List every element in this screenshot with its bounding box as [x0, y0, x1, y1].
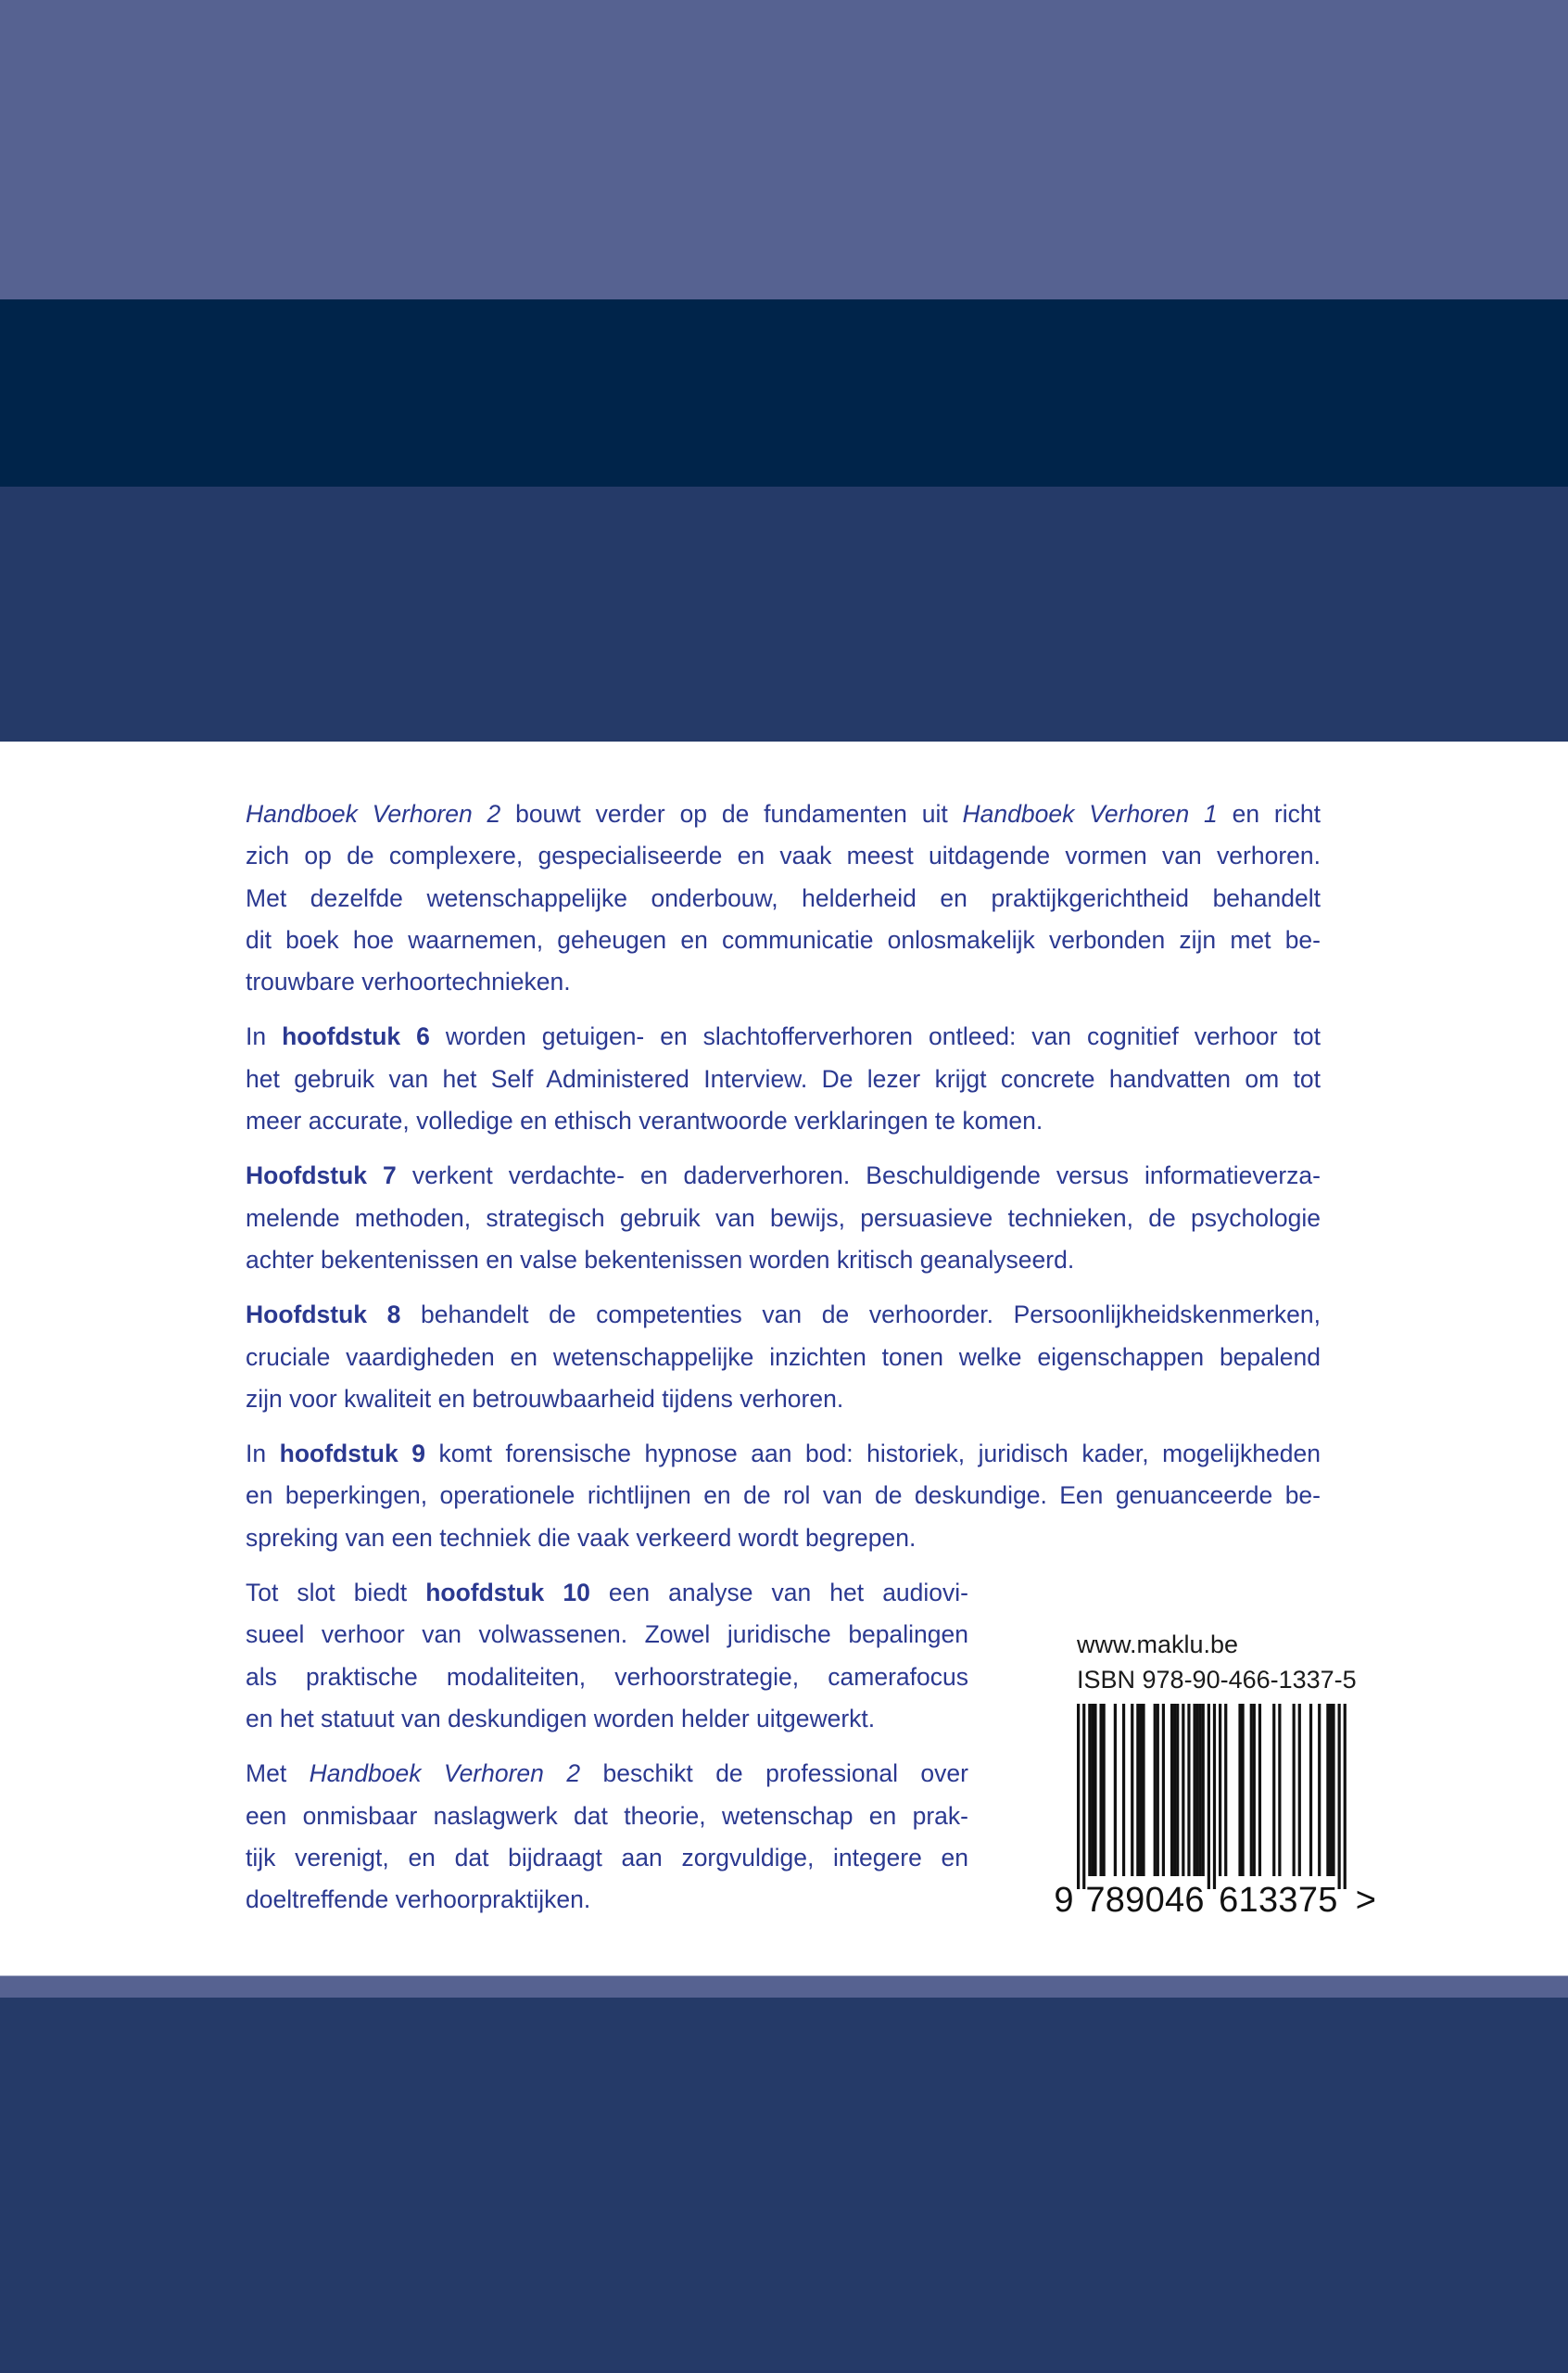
barcode-bar [1202, 1704, 1205, 1876]
barcode-digit: 6 [1184, 1881, 1205, 1920]
paragraph [246, 1016, 1321, 1142]
text-run: verkent verdachte- en daderverhoren. Beschuldigende versus informatieverza- [396, 1161, 1321, 1190]
barcode-bar [1082, 1704, 1085, 1889]
isbn-barcode [1047, 1702, 1381, 1924]
text-run: trouwbare verhoortechnieken. [246, 968, 571, 996]
barcode-digit: 3 [1278, 1881, 1298, 1920]
bottom-color-band [0, 1998, 1568, 2373]
text-line [246, 961, 1321, 1003]
paragraph [246, 1572, 968, 1740]
text-line [246, 1517, 1321, 1559]
text-run: Met dezelfde wetenschappelijke onderbouw, helderheid en praktijkgerichtheid behandelt [246, 883, 1321, 912]
barcode-bar [1131, 1704, 1133, 1876]
text-line [246, 1475, 1321, 1516]
italic-title: Handboek Verhoren 2 [246, 800, 501, 828]
publisher-info [1077, 1627, 1357, 1697]
barcode-bar [1154, 1704, 1157, 1876]
text-run: achter bekentenissen en valse bekentenissen worden kritisch geanalyseerd. [246, 1245, 1075, 1274]
text-line [246, 1239, 1321, 1281]
text-line [246, 1433, 1321, 1475]
text-run: behandelt de competenties van de verhoorder. Persoonlijkheidskenmerken, [400, 1301, 1321, 1329]
barcode-bar [1338, 1704, 1341, 1889]
text-run: cruciale vaardigheden en wetenschappelijke inzichten tonen welke eigenschappen bepalend [246, 1342, 1321, 1371]
text-run: bouwt verder op de fundamenten uit [500, 800, 963, 828]
barcode-bar [1298, 1704, 1301, 1876]
bold-text: hoofdstuk 10 [425, 1579, 590, 1607]
barcode-bar [1187, 1704, 1190, 1876]
barcode-bar [1193, 1704, 1195, 1876]
barcode-bar [1213, 1704, 1216, 1889]
barcode-bar [1219, 1704, 1221, 1876]
bold-text: Hoofdstuk 8 [246, 1301, 401, 1329]
barcode-digit: 7 [1085, 1881, 1106, 1920]
barcode-bar [1170, 1704, 1173, 1876]
text-run: meer accurate, volledige en ethisch verantwoorde verklaringen te komen. [246, 1107, 1043, 1136]
barcode-bar [1122, 1704, 1125, 1876]
barcode-bar [1344, 1704, 1347, 1889]
text-run: zijn voor kwaliteit en betrouwbaarheid tijdens verhoren. [246, 1384, 844, 1413]
barcode-digit: 8 [1105, 1881, 1125, 1920]
text-line [246, 1796, 968, 1837]
text-line [246, 1879, 968, 1921]
barcode-bar [1114, 1704, 1117, 1876]
text-run: doeltreffende verhoorpraktijken. [246, 1885, 591, 1914]
publisher-website: www.maklu.be [1077, 1631, 1239, 1658]
paragraph [246, 1433, 1321, 1559]
text-line [246, 1100, 1321, 1142]
text-line [246, 1294, 1321, 1336]
dark-color-band [0, 299, 1568, 487]
barcode-bar [1272, 1704, 1275, 1876]
barcode-bar [1196, 1704, 1199, 1876]
bold-text: hoofdstuk 9 [279, 1440, 425, 1468]
barcode-bar [1250, 1704, 1253, 1876]
barcode-bar [1099, 1704, 1102, 1876]
barcode-digit: 5 [1318, 1881, 1338, 1920]
barcode-bar [1278, 1704, 1281, 1876]
paragraph [246, 793, 1321, 1003]
barcode-digit: 6 [1219, 1881, 1239, 1920]
barcode-quiet-zone-marker: > [1355, 1881, 1376, 1920]
bold-text: Hoofdstuk 7 [246, 1161, 397, 1190]
text-line [246, 1698, 968, 1740]
text-line [246, 1572, 968, 1614]
text-run: Tot slot biedt [246, 1579, 426, 1607]
text-run: en het statuut van deskundigen worden helder uitgewerkt. [246, 1704, 876, 1732]
text-run: beschikt de professional over [580, 1759, 968, 1788]
barcode-bar [1088, 1704, 1091, 1876]
text-run: komt forensische hypnose aan bod: historiek, juridisch kader, mogelijkheden [424, 1440, 1321, 1468]
barcode-bar [1238, 1704, 1241, 1876]
barcode-bar [1142, 1704, 1144, 1876]
text-line [246, 1016, 1321, 1058]
thin-color-band [0, 1975, 1568, 1999]
text-run: melende methoden, strategisch gebruik van bewijs, persuasieve technieken, de psychologie [246, 1203, 1321, 1232]
barcode-bar [1182, 1704, 1184, 1876]
text-run: sueel verhoor van volwassenen. Zowel juridische bepalingen [246, 1620, 968, 1649]
text-line [246, 1656, 968, 1698]
paragraph [246, 1155, 1321, 1281]
barcode-bar [1162, 1704, 1165, 1876]
text-run: en richt [1217, 800, 1321, 828]
barcode-bar [1329, 1704, 1332, 1876]
barcode-bar [1139, 1704, 1142, 1876]
barcode-digit: 7 [1297, 1881, 1318, 1920]
text-run: tijk verenigt, en dat bijdraagt aan zorgvuldige, integere en [246, 1843, 968, 1872]
text-line [246, 1614, 968, 1656]
text-run: een onmisbaar naslagwerk dat theorie, wetenschap en prak- [246, 1801, 968, 1830]
italic-title: Handboek Verhoren 1 [962, 800, 1218, 828]
text-line [246, 793, 1321, 835]
text-line [246, 1753, 968, 1795]
barcode-bar [1157, 1704, 1159, 1876]
text-run: als praktische modaliteiten, verhoorstrategie, camerafocus [246, 1662, 968, 1691]
text-run: In [246, 1022, 283, 1051]
italic-title: Handboek Verhoren 2 [309, 1759, 581, 1788]
barcode-bar [1199, 1704, 1202, 1876]
barcode-bar [1077, 1704, 1080, 1889]
barcode-digit: 9 [1054, 1881, 1074, 1920]
barcode-bar [1332, 1704, 1334, 1876]
text-run: een analyse van het audiovi- [589, 1579, 969, 1607]
text-run: spreking van een techniek die vaak verkeerd wordt begrepen. [246, 1523, 917, 1552]
isbn-label: ISBN 978-90-466-1337-5 [1077, 1666, 1357, 1694]
barcode-bar [1326, 1704, 1329, 1876]
text-run: Met [246, 1759, 310, 1788]
text-run: het gebruik van het Self Administered Interview. De lezer krijgt concrete handvatten om tot [246, 1064, 1321, 1093]
text-line [246, 1837, 968, 1879]
barcode-bar [1224, 1704, 1227, 1876]
text-line [246, 1155, 1321, 1197]
barcode-bar [1241, 1704, 1244, 1876]
text-line [246, 1198, 1321, 1239]
text-run: worden getuigen- en slachtofferverhoren ontleed: van cognitief verhoor tot [429, 1022, 1321, 1051]
text-line [246, 1337, 1321, 1378]
barcode-digit: 3 [1258, 1881, 1279, 1920]
text-line [246, 1059, 1321, 1100]
barcode-bar [1176, 1704, 1179, 1876]
text-run: dit boek hoe waarnemen, geheugen en communicatie onlosmakelijk verbonden zijn met be- [246, 925, 1321, 954]
barcode-bar [1094, 1704, 1096, 1876]
top-color-band [0, 0, 1568, 299]
barcode-bar [1253, 1704, 1256, 1876]
barcode-digit: 0 [1144, 1881, 1165, 1920]
barcode-digit: 9 [1125, 1881, 1145, 1920]
barcode-digit: 1 [1238, 1881, 1258, 1920]
text-line [246, 920, 1321, 961]
barcode-bar [1309, 1704, 1312, 1876]
text-run: In [246, 1440, 280, 1468]
paragraph [246, 1294, 1321, 1420]
text-line [246, 835, 1321, 877]
barcode-bar [1208, 1704, 1210, 1889]
mid-color-band [0, 487, 1568, 742]
barcode-bar [1258, 1704, 1261, 1876]
barcode-bar [1091, 1704, 1094, 1876]
barcode-bar [1318, 1704, 1321, 1876]
barcode-digit: 4 [1164, 1881, 1185, 1920]
text-run: zich op de complexere, gespecialiseerde en vaak meest uitdagende vormen van verhoren. [246, 842, 1321, 870]
text-line [246, 878, 1321, 920]
barcode-bar [1136, 1704, 1139, 1876]
barcode-bar [1173, 1704, 1176, 1876]
barcode-bar [1293, 1704, 1296, 1876]
barcode-bar [1103, 1704, 1106, 1876]
bold-text: hoofdstuk 6 [282, 1022, 430, 1051]
text-line [246, 1378, 1321, 1420]
paragraph [246, 1753, 968, 1921]
text-run: en beperkingen, operationele richtlijnen en de rol van de deskundige. Een genuanceerde be- [246, 1481, 1321, 1510]
